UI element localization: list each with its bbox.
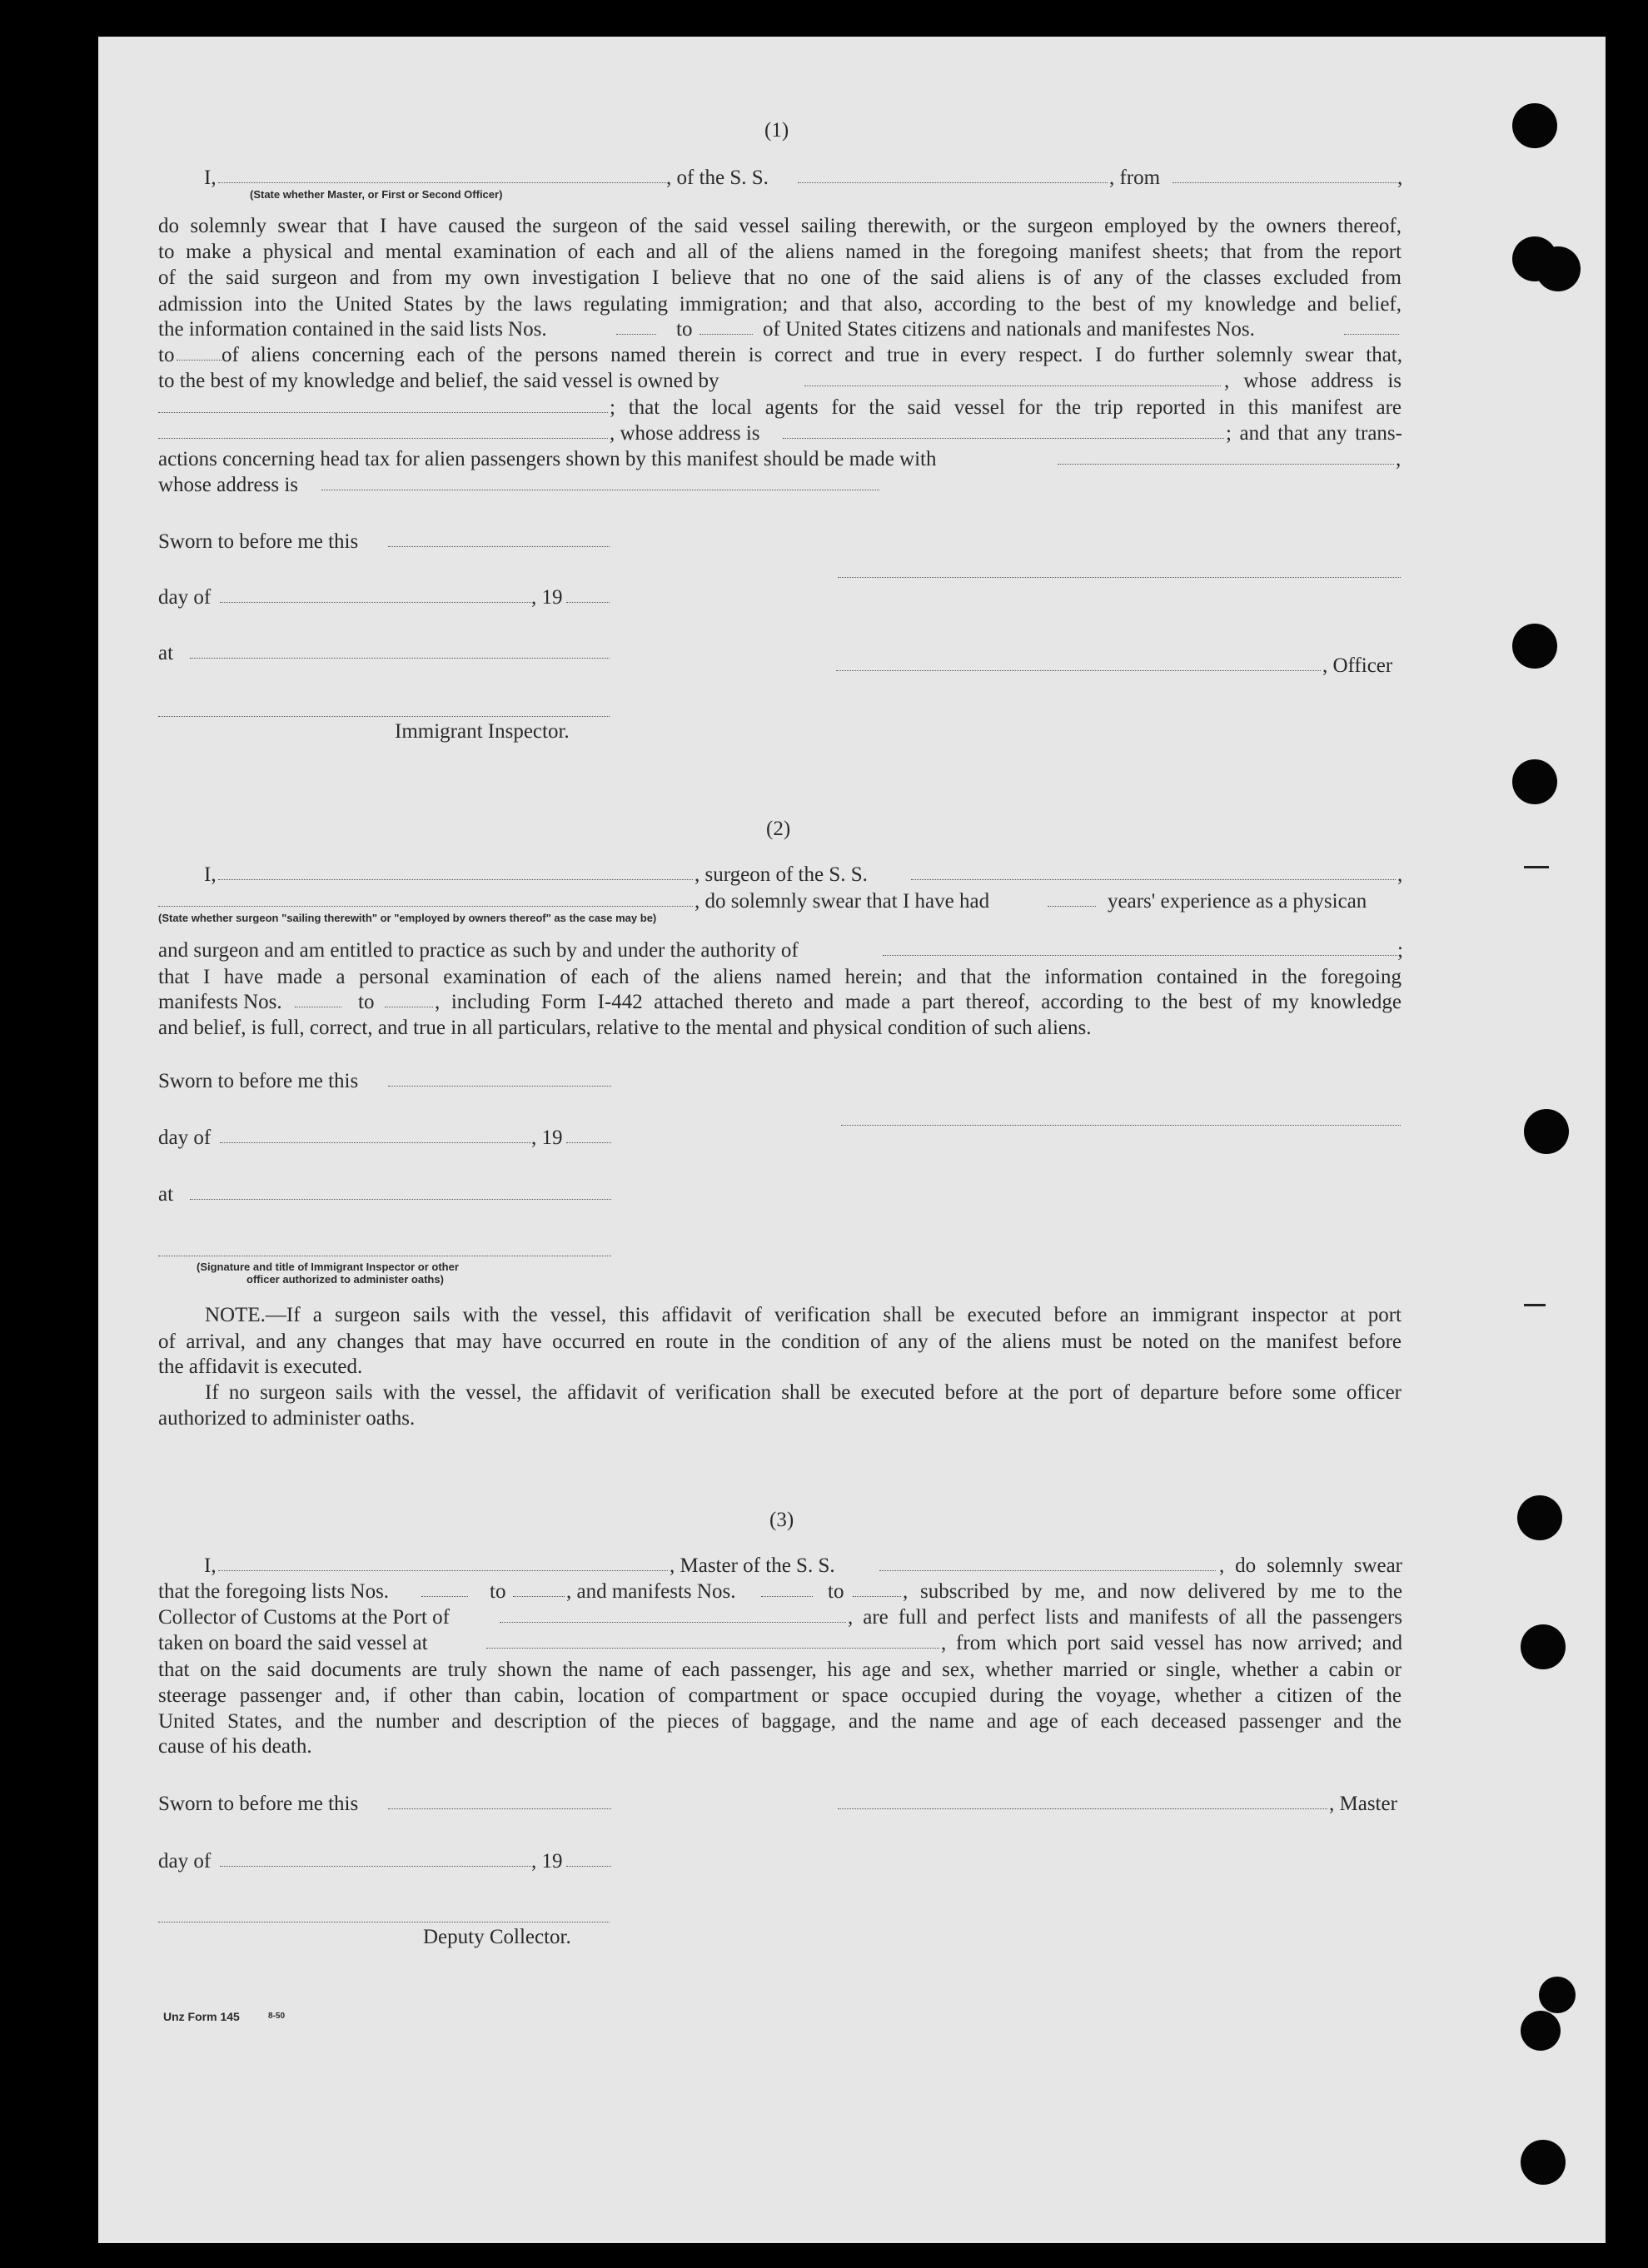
s3-i-prefix: I, <box>204 1554 217 1577</box>
s1-day-line[interactable] <box>220 602 531 603</box>
s3-sworn-line[interactable] <box>388 1808 611 1809</box>
s3-year: , 19 <box>531 1850 563 1873</box>
s2-sig-note-2: officer authorized to administer oaths) <box>246 1273 444 1286</box>
s1-para-line-3: of the said surgeon and from my own investigation I believe that no one of the said aliens is of any of the classes excluded from <box>158 266 1402 289</box>
s2-year-line[interactable] <box>566 1142 611 1143</box>
punch-hole <box>1521 2011 1561 2051</box>
s1-l6a: to <box>158 344 175 366</box>
s3-lists-to-line[interactable] <box>513 1596 565 1597</box>
s2-l5b: to <box>358 991 375 1013</box>
margin-mark <box>1524 1304 1546 1306</box>
s2-note-line-1: NOTE.—If a surgeon sails with the vessel, this affidavit of verification shall be executed before an immigrant inspector at port <box>205 1304 1402 1326</box>
s1-officer: , Officer <box>1322 654 1393 677</box>
s2-sworn: Sworn to before me this <box>158 1070 359 1092</box>
punch-hole <box>1512 759 1557 804</box>
s1-year-line[interactable] <box>566 602 610 603</box>
s2-note-end: the affidavit is executed. <box>158 1355 363 1378</box>
s2-l5a: manifests Nos. <box>158 991 282 1013</box>
s3-swear: , do solemnly swear <box>1219 1554 1402 1577</box>
s1-owner-line[interactable] <box>804 385 1221 386</box>
s1-from: , from <box>1109 167 1161 189</box>
s1-l7a: to the best of my knowledge and belief, the said vessel is owned by <box>158 370 719 392</box>
s2-note2-end: authorized to administer oaths. <box>158 1407 416 1430</box>
s1-para-line-1: do solemnly swear that I have caused the surgeon of the said vessel sailing therewith, or the surgeon employed by the owners thereof, <box>158 215 1402 237</box>
margin-mark <box>1524 866 1549 868</box>
s2-authority-line[interactable] <box>883 955 1397 956</box>
s1-l6b: of aliens concerning each of the persons named therein is correct and true in every respect. I do further solemnly swear that, <box>222 344 1402 366</box>
s3-master-of: , Master of the S. S. <box>670 1554 835 1577</box>
s3-master: , Master <box>1329 1793 1397 1815</box>
s2-years-line[interactable] <box>1048 906 1096 907</box>
s3-manifests-from-line[interactable] <box>761 1596 813 1597</box>
s3-boarding-port-line[interactable] <box>486 1648 939 1649</box>
s1-day-of: day of <box>158 586 212 609</box>
s1-officer-line[interactable] <box>836 670 1321 671</box>
s2-surgeon-name-line[interactable] <box>218 879 693 880</box>
s2-state-note: (State whether surgeon "sailing therewith" or "employed by owners thereof" as the case may be) <box>158 912 657 924</box>
s2-l6: and belief, is full, correct, and true in all particulars, relative to the mental and physical condition of such aliens. <box>158 1017 1092 1039</box>
s3-para-line-1: that on the said documents are truly shown the name of each passenger, his age and sex, whether married or single, whether a cabin or <box>158 1659 1402 1681</box>
s1-list-to-line[interactable] <box>700 334 753 335</box>
s2-signature-line[interactable] <box>841 1125 1401 1126</box>
s1-l10-end: , <box>1396 448 1402 470</box>
s2-l5c: , including Form I-442 attached thereto and made a part thereof, according to the best of my knowledge <box>435 991 1402 1013</box>
s3-l2b: to <box>490 1580 506 1603</box>
s1-l5a: the information contained in the said lists Nos. <box>158 318 547 341</box>
s1-inspector-line[interactable] <box>158 716 610 717</box>
footer-form-number: Unz Form 145 <box>163 2010 240 2023</box>
s2-at-line[interactable] <box>190 1199 611 1200</box>
section-2-number: (2) <box>766 818 791 840</box>
s1-l9b: ; and that any trans- <box>1226 422 1402 445</box>
s2-comma: , <box>1397 863 1403 886</box>
s2-vessel-line[interactable] <box>911 879 1396 880</box>
s1-para-line-4: admission into the United States by the laws regulating immigration; and that also, according to the best of my knowledge and belief, <box>158 293 1402 316</box>
s3-deputy: Deputy Collector. <box>423 1926 571 1948</box>
s1-manifest-to-line[interactable] <box>177 360 222 361</box>
s2-at: at <box>158 1183 174 1206</box>
s3-l3b: , are full and perfect lists and manifests of all the passengers <box>848 1606 1402 1629</box>
s3-lists-from-line[interactable] <box>421 1596 468 1597</box>
s1-l11: whose address is <box>158 474 299 496</box>
s1-vessel-line[interactable] <box>798 182 1108 183</box>
s1-l5c: of United States citizens and nationals and manifestes Nos. <box>763 318 1255 341</box>
s2-surgeon-of: , surgeon of the S. S. <box>695 863 868 886</box>
footer-form-code: 8-50 <box>268 2012 286 2021</box>
s1-l8: ; that the local agents for the said vessel for the trip reported in this manifest are <box>610 396 1402 419</box>
s1-year: , 19 <box>531 586 563 609</box>
s2-sig-note-1: (Signature and title of Immigrant Inspector or other <box>197 1261 459 1273</box>
s1-manifest-from-line[interactable] <box>1344 334 1399 335</box>
s2-swear-b: years' experience as a physican <box>1108 890 1367 913</box>
s1-l9a: , whose address is <box>610 422 760 445</box>
s1-l5b: to <box>676 318 693 341</box>
s1-l10: actions concerning head tax for alien passengers shown by this manifest should be made with <box>158 448 937 470</box>
s3-l2d: to <box>828 1580 844 1603</box>
s1-comma: , <box>1397 167 1403 189</box>
s3-l3a: Collector of Customs at the Port of <box>158 1606 450 1629</box>
s3-master-name-line[interactable] <box>218 1570 668 1571</box>
s1-agents-address-line[interactable] <box>783 438 1224 439</box>
s3-l4a: taken on board the said vessel at <box>158 1632 428 1654</box>
s2-year: , 19 <box>531 1127 563 1149</box>
s1-list-from-line[interactable] <box>616 334 656 335</box>
s2-note-line-2: of arrival, and any changes that may have occurred en route in the condition of any of the aliens must be noted on the manifest before <box>158 1330 1402 1353</box>
s1-sworn-line[interactable] <box>388 546 610 547</box>
s1-l7b: , whose address is <box>1224 370 1402 392</box>
punch-hole <box>1521 2140 1566 2185</box>
punch-hole <box>1539 1977 1576 2013</box>
s3-year-line[interactable] <box>566 1866 611 1867</box>
s3-l2e: , subscribed by me, and now delivered by me to the <box>903 1580 1402 1603</box>
s1-sworn: Sworn to before me this <box>158 530 359 553</box>
s3-l4b: , from which port said vessel has now arrived; and <box>941 1632 1402 1654</box>
s3-para-line-2: steerage passenger and, if other than cabin, location of compartment or space occupied during the voyage, whether a citizen of the <box>158 1684 1402 1707</box>
s2-day-line[interactable] <box>220 1142 531 1143</box>
s1-i-prefix: I, <box>204 167 217 189</box>
s2-l3: and surgeon and am entitled to practice as such by and under the authority of <box>158 939 799 962</box>
s3-para-line-3: United States, and the number and description of the pieces of baggage, and the name and age of each deceased passenger and the <box>158 1710 1402 1733</box>
section-1-number: (1) <box>764 119 789 142</box>
s1-from-line[interactable] <box>1173 182 1397 183</box>
s1-at-line[interactable] <box>190 658 610 659</box>
s1-agents-line[interactable] <box>158 438 608 439</box>
s2-swear-a: , do solemnly swear that I have had <box>695 890 990 913</box>
s2-note2-line: If no surgeon sails with the vessel, the affidavit of verification shall be executed before at the port of departure before some officer <box>205 1381 1402 1404</box>
punch-hole <box>1512 103 1557 148</box>
s1-of-ss: , of the S. S. <box>666 167 769 189</box>
s2-surgeon-line-2[interactable] <box>158 906 693 907</box>
s1-at: at <box>158 642 174 664</box>
s2-l3-end: ; <box>1397 939 1403 962</box>
s3-day-of: day of <box>158 1850 212 1873</box>
s3-l2a: that the foregoing lists Nos. <box>158 1580 390 1603</box>
s1-state-note: (State whether Master, or First or Second Officer) <box>250 188 503 201</box>
s1-para-line-2: to make a physical and mental examination of each and all of the aliens named in the foregoing manifest sheets; that from the report <box>158 241 1402 263</box>
s3-l8: cause of his death. <box>158 1735 312 1758</box>
s2-sworn-line[interactable] <box>388 1086 611 1087</box>
s1-officer-name-line[interactable] <box>218 182 666 183</box>
punch-hole <box>1517 1495 1562 1540</box>
s3-sworn: Sworn to before me this <box>158 1793 359 1815</box>
s3-day-line[interactable] <box>220 1866 531 1867</box>
s2-day-of: day of <box>158 1127 212 1149</box>
s1-signature-line[interactable] <box>838 577 1401 578</box>
s1-inspector: Immigrant Inspector. <box>395 720 570 743</box>
punch-hole <box>1536 246 1581 291</box>
s1-headtax-line[interactable] <box>1058 464 1394 465</box>
section-3-number: (3) <box>769 1509 794 1531</box>
s2-l4: that I have made a personal examination of each of the aliens named herein; and that the information contained in the foregoing <box>158 966 1402 988</box>
punch-hole <box>1521 1624 1566 1669</box>
s3-port-line[interactable] <box>500 1622 846 1623</box>
s3-master-signature-line[interactable] <box>838 1808 1327 1809</box>
s3-vessel-line[interactable] <box>879 1570 1216 1571</box>
s1-owner-address-line[interactable] <box>158 412 608 413</box>
s3-manifests-to-line[interactable] <box>853 1596 901 1597</box>
punch-hole <box>1524 1109 1569 1154</box>
s3-l2c: , and manifests Nos. <box>566 1580 736 1603</box>
punch-hole <box>1512 624 1557 669</box>
s2-i-prefix: I, <box>204 863 217 886</box>
